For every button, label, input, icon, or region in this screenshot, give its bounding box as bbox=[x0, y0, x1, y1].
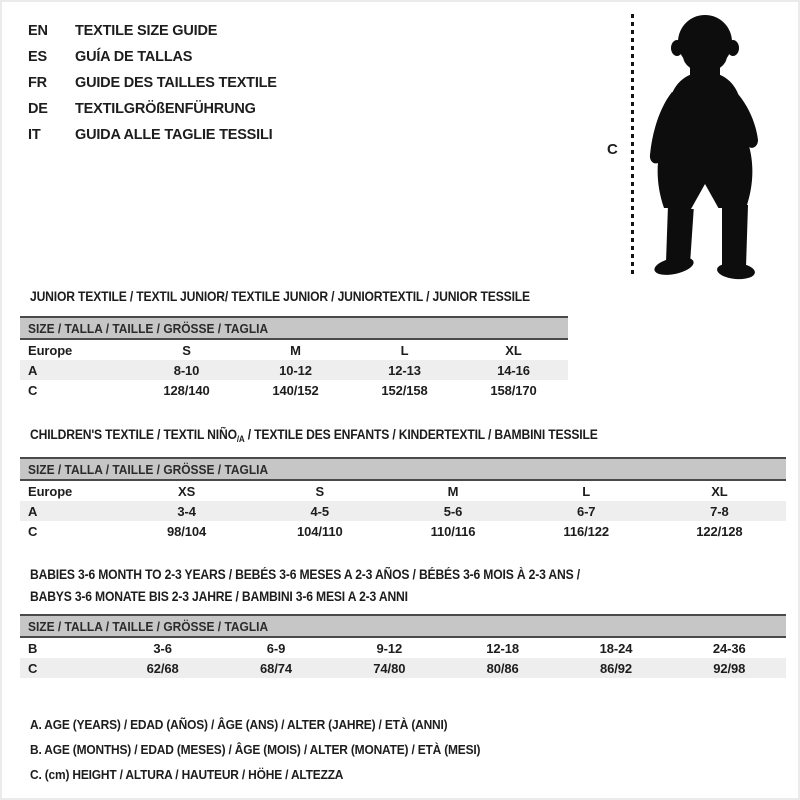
value-cell: 6-9 bbox=[266, 640, 286, 656]
size-cell: S bbox=[182, 342, 191, 358]
language-code: FR bbox=[28, 75, 47, 91]
value-cell: 8-10 bbox=[173, 362, 200, 378]
value-cell: 104/110 bbox=[297, 523, 343, 539]
language-row-de bbox=[28, 96, 277, 122]
language-row-fr bbox=[28, 70, 277, 96]
size-cell: XL bbox=[711, 483, 728, 499]
heading-text: CHILDREN'S TEXTILE / TEXTIL NIÑO bbox=[30, 427, 237, 442]
section-heading-junior: JUNIOR TEXTILE / TEXTIL JUNIOR/ TEXTILE JUNIOR / JUNIORTEXTIL / JUNIOR TESSILE bbox=[30, 289, 530, 304]
language-code: IT bbox=[28, 127, 41, 143]
section-heading-babies bbox=[30, 564, 580, 608]
toddler-silhouette-icon bbox=[638, 12, 763, 280]
size-header-text: SIZE / TALLA / TAILLE / GRÖSSE / TAGLIA bbox=[28, 461, 269, 477]
size-cell: L bbox=[582, 483, 591, 499]
table-row-height bbox=[20, 380, 568, 400]
value-cell: 24-36 bbox=[712, 640, 746, 656]
note-c: C. (cm) HEIGHT / ALTURA / HAUTEUR / HÖHE / ALTEZZA bbox=[30, 767, 344, 782]
size-header-bar bbox=[20, 459, 786, 481]
value-cell: 12-13 bbox=[388, 362, 421, 378]
value-cell: 62/68 bbox=[146, 660, 179, 676]
size-header-text: SIZE / TALLA / TAILLE / GRÖSSE / TAGLIA bbox=[28, 320, 269, 336]
language-row-it bbox=[28, 122, 277, 148]
value-cell: 14-16 bbox=[497, 362, 530, 378]
size-header-text: SIZE / TALLA / TAILLE / GRÖSSE / TAGLIA bbox=[28, 618, 269, 634]
heading-line-2: BABYS 3-6 MONATE BIS 2-3 JAHRE / BAMBINI 3-6 MESI A 2-3 ANNI bbox=[30, 589, 408, 604]
height-measure-label: C bbox=[607, 141, 618, 158]
size-cell: M bbox=[447, 483, 459, 499]
value-cell: 4-5 bbox=[310, 503, 330, 519]
junior-size-table bbox=[20, 316, 568, 400]
value-cell: 9-12 bbox=[376, 640, 403, 656]
row-label: Europe bbox=[28, 483, 73, 499]
value-cell: 74/80 bbox=[373, 660, 406, 676]
size-cell: L bbox=[400, 342, 409, 358]
value-cell: 128/140 bbox=[163, 382, 210, 398]
value-cell: 18-24 bbox=[599, 640, 633, 656]
value-cell: 7-8 bbox=[710, 503, 729, 519]
value-cell: 116/122 bbox=[563, 523, 609, 539]
table-row-europe bbox=[20, 340, 568, 360]
language-row-es bbox=[28, 44, 277, 70]
value-cell: 140/152 bbox=[272, 382, 319, 398]
row-label: A bbox=[28, 503, 38, 519]
language-row-en bbox=[28, 18, 277, 44]
table-row-europe bbox=[20, 481, 786, 501]
value-cell: 98/104 bbox=[167, 523, 207, 539]
table-row-age bbox=[20, 360, 568, 380]
table-row-age bbox=[20, 501, 786, 521]
row-label: A bbox=[28, 362, 38, 378]
section-heading-children bbox=[30, 427, 598, 444]
babies-size-table bbox=[20, 614, 786, 678]
size-cell: XL bbox=[505, 342, 522, 358]
language-list bbox=[28, 18, 277, 148]
value-cell: 3-4 bbox=[177, 503, 196, 519]
size-header-bar bbox=[20, 616, 786, 638]
note-a: A. AGE (YEARS) / EDAD (AÑOS) / ÂGE (ANS) / ALTER (JAHRE) / ETÀ (ANNI) bbox=[30, 717, 448, 732]
height-measure-dotted-line bbox=[631, 14, 634, 277]
table-row-months bbox=[20, 638, 786, 658]
table-row-height bbox=[20, 658, 786, 678]
value-cell: 122/128 bbox=[696, 523, 743, 539]
row-label: B bbox=[28, 640, 38, 656]
language-title: GUIDA ALLE TAGLIE TESSILI bbox=[75, 127, 273, 143]
row-label: C bbox=[28, 660, 38, 676]
size-cell: M bbox=[290, 342, 301, 358]
language-title: GUIDE DES TAILLES TEXTILE bbox=[75, 75, 277, 91]
value-cell: 158/170 bbox=[490, 382, 537, 398]
value-cell: 68/74 bbox=[259, 660, 293, 676]
legend-notes bbox=[30, 712, 520, 787]
value-cell: 92/98 bbox=[713, 660, 746, 676]
heading-line-1: BABIES 3-6 MONTH TO 2-3 YEARS / BEBÉS 3-6 MESES A 2-3 AÑOS / BÉBÉS 3-6 MOIS À 2-3 ANS / bbox=[30, 567, 580, 582]
size-cell: S bbox=[315, 483, 325, 499]
language-title: GUÍA DE TALLAS bbox=[75, 49, 193, 65]
heading-subscript: /A bbox=[236, 434, 245, 444]
size-header-bar bbox=[20, 318, 568, 340]
value-cell: 12-18 bbox=[486, 640, 520, 656]
value-cell: 86/92 bbox=[599, 660, 632, 676]
note-b: B. AGE (MONTHS) / EDAD (MESES) / ÂGE (MOIS) / ALTER (MONATE) / ETÀ (MESI) bbox=[30, 742, 481, 757]
value-cell: 5-6 bbox=[443, 503, 463, 519]
value-cell: 10-12 bbox=[279, 362, 312, 378]
table-row-height bbox=[20, 521, 786, 541]
language-title: TEXTILGRÖßENFÜHRUNG bbox=[75, 101, 256, 117]
size-cell: XS bbox=[178, 483, 196, 499]
language-code: DE bbox=[28, 101, 48, 117]
value-cell: 6-7 bbox=[576, 503, 596, 519]
value-cell: 80/86 bbox=[486, 660, 519, 676]
heading-text: / TEXTILE DES ENFANTS / KINDERTEXTIL / BAMBINI TESSILE bbox=[244, 427, 598, 442]
children-size-table bbox=[20, 457, 786, 541]
value-cell: 3-6 bbox=[153, 640, 172, 656]
language-code: EN bbox=[28, 23, 48, 39]
language-code: ES bbox=[28, 49, 47, 65]
row-label: Europe bbox=[28, 342, 73, 358]
row-label: C bbox=[28, 382, 38, 398]
language-title: TEXTILE SIZE GUIDE bbox=[75, 23, 218, 39]
value-cell: 110/116 bbox=[430, 523, 476, 539]
value-cell: 152/158 bbox=[381, 382, 428, 398]
row-label: C bbox=[28, 523, 38, 539]
